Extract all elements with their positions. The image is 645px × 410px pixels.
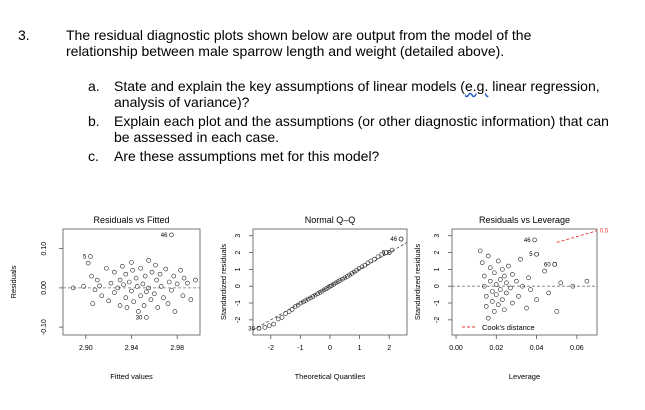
data-point xyxy=(500,267,504,271)
data-point xyxy=(480,261,484,265)
labeled-data-point xyxy=(533,238,537,242)
data-point xyxy=(143,274,147,278)
data-point xyxy=(161,296,165,300)
y-axis-label: Residuals xyxy=(9,265,18,299)
data-point xyxy=(494,283,498,287)
x-tick-label: 1 xyxy=(357,345,362,352)
data-point xyxy=(518,257,522,261)
x-tick-label: 2.98 xyxy=(170,345,184,352)
data-point xyxy=(478,249,482,253)
cooks-distance-contour xyxy=(557,231,597,243)
data-point xyxy=(95,278,99,282)
data-point xyxy=(144,290,148,294)
data-point xyxy=(276,317,280,321)
data-point xyxy=(158,272,162,276)
data-point xyxy=(124,296,128,300)
data-point xyxy=(166,302,170,306)
plot-panel-1 xyxy=(59,229,200,339)
data-point xyxy=(287,309,291,313)
data-point xyxy=(510,272,514,276)
y-tick-label: 2 xyxy=(235,250,242,255)
x-tick-label: 0.02 xyxy=(489,345,504,352)
data-point xyxy=(112,291,116,295)
data-point xyxy=(496,303,500,307)
subquestion-a-eg: e.g. xyxy=(464,78,489,94)
x-tick-label: 2 xyxy=(387,345,392,352)
subquestion-c-text: Are these assumptions met for this model? xyxy=(114,148,380,164)
y-tick-label: -2 xyxy=(434,316,441,323)
x-tick-label: 0.04 xyxy=(529,345,544,352)
subquestion-a-marker: a. xyxy=(88,78,100,94)
data-point xyxy=(152,292,156,296)
data-point xyxy=(98,284,102,288)
x-axis-label: Fitted values xyxy=(110,372,153,381)
y-tick-label: -0.10 xyxy=(41,319,48,336)
point-label: 60 xyxy=(544,262,551,269)
subquestion-a-text-end: linear regression, analysis of variance)? xyxy=(114,78,600,110)
labeled-data-point xyxy=(144,315,148,319)
point-label: 5 xyxy=(529,252,533,259)
plot-title: Residuals vs Fitted xyxy=(93,215,170,225)
data-point xyxy=(555,309,559,313)
data-point xyxy=(107,299,111,303)
data-point xyxy=(125,306,129,310)
data-point xyxy=(155,278,159,282)
x-tick-label: 2.90 xyxy=(79,345,93,352)
labeled-data-point xyxy=(88,254,92,258)
plot-title: Normal Q–Q xyxy=(304,215,356,225)
data-point xyxy=(504,291,508,295)
data-point xyxy=(136,309,140,313)
x-tick-label: 2.94 xyxy=(124,345,139,352)
data-point xyxy=(189,298,193,302)
data-point xyxy=(139,266,143,270)
data-point xyxy=(118,304,122,308)
data-point xyxy=(185,281,189,285)
data-point xyxy=(280,315,284,319)
data-point xyxy=(267,324,271,328)
data-point xyxy=(510,301,514,305)
labeled-data-point xyxy=(535,252,539,256)
data-point xyxy=(132,300,136,304)
y-tick-label: -1 xyxy=(235,299,242,307)
data-point xyxy=(93,288,97,292)
data-point xyxy=(90,274,94,278)
y-tick-label: -1 xyxy=(434,299,441,307)
data-point xyxy=(139,294,143,298)
data-point xyxy=(175,282,179,286)
data-point xyxy=(498,277,502,281)
subquestion-b xyxy=(88,113,618,145)
data-point xyxy=(492,309,496,313)
data-point xyxy=(134,276,138,280)
data-point xyxy=(547,291,551,295)
data-point xyxy=(100,294,104,298)
plot-panel-2 xyxy=(249,229,407,339)
data-point xyxy=(376,255,380,259)
x-axis-label: Theoretical Quantiles xyxy=(294,372,366,381)
data-point xyxy=(498,288,502,292)
cooks-contour-label: 0.5 xyxy=(599,228,609,235)
data-point xyxy=(506,264,510,268)
data-point xyxy=(484,304,488,308)
data-point xyxy=(525,306,529,310)
data-point xyxy=(372,257,376,261)
x-tick-label: -2 xyxy=(267,345,274,352)
question-intro: The residual diagnostic plots shown below are output from the model of the relationship between male sparrow length and weight (detailed above). xyxy=(66,27,532,59)
data-point xyxy=(118,278,122,282)
y-tick-label: 1 xyxy=(434,267,441,272)
data-point xyxy=(112,270,116,274)
data-point xyxy=(488,279,492,283)
data-point xyxy=(179,268,183,272)
data-point xyxy=(156,306,160,310)
data-point xyxy=(86,261,90,265)
y-tick-label: 1 xyxy=(235,267,242,272)
data-point xyxy=(308,296,312,300)
data-point xyxy=(514,279,518,283)
point-label: 5 xyxy=(381,250,386,257)
subquestion-a xyxy=(88,78,618,110)
data-point xyxy=(488,266,492,270)
subquestion-list xyxy=(88,78,618,167)
point-label: 30 xyxy=(135,315,143,322)
data-point xyxy=(193,278,197,282)
point-label: 30 xyxy=(248,326,255,333)
subquestion-c xyxy=(88,148,618,164)
legend-label: Cook's distance xyxy=(482,323,535,332)
data-point xyxy=(502,274,506,278)
data-point xyxy=(486,316,490,320)
data-point xyxy=(124,272,128,276)
question-number: 3. xyxy=(18,27,30,43)
x-tick-label: 0 xyxy=(328,345,332,352)
data-point xyxy=(164,267,168,271)
y-tick-label: 3 xyxy=(235,233,242,238)
data-point xyxy=(120,264,124,268)
data-point xyxy=(127,280,131,284)
data-point xyxy=(535,298,539,302)
data-point xyxy=(585,279,589,283)
y-axis-label: Standardized residuals xyxy=(413,243,422,321)
data-point xyxy=(490,299,494,303)
data-point xyxy=(130,260,134,264)
data-point xyxy=(172,274,176,278)
data-point xyxy=(122,283,126,287)
data-point xyxy=(159,284,163,288)
data-point xyxy=(263,325,267,329)
point-label: 5 xyxy=(83,254,87,261)
x-tick-label: 0.06 xyxy=(570,345,584,352)
y-tick-label: 0.10 xyxy=(41,241,48,256)
subquestion-a-text-start: State and explain the key assumptions of linear models ( xyxy=(114,78,465,94)
data-point xyxy=(543,269,547,273)
data-point xyxy=(131,268,135,272)
data-point xyxy=(272,322,276,326)
data-point xyxy=(142,304,146,308)
y-axis-label: Standardized residuals xyxy=(219,243,228,321)
data-point xyxy=(482,274,486,278)
data-point xyxy=(150,270,154,274)
data-point xyxy=(104,266,108,270)
subquestion-b-text: Explain each plot and the assumptions (or other diagnostic information) that can be assessed in each case. xyxy=(114,113,609,145)
data-point xyxy=(494,293,498,297)
data-point xyxy=(169,288,173,292)
point-label: 46 xyxy=(160,232,168,239)
labeled-data-point xyxy=(169,233,173,237)
data-point xyxy=(559,281,563,285)
data-point xyxy=(149,298,153,302)
diagnostic-plots xyxy=(0,205,645,410)
x-tick-label: -1 xyxy=(297,345,304,352)
data-point xyxy=(135,284,139,288)
data-point xyxy=(502,308,506,312)
data-point xyxy=(484,294,488,298)
x-axis-label: Leverage xyxy=(508,372,541,381)
data-point xyxy=(167,280,171,284)
labeled-data-point xyxy=(553,262,557,266)
data-point xyxy=(109,281,113,285)
data-point xyxy=(182,276,186,280)
y-tick-label: 0.00 xyxy=(41,281,48,295)
data-point xyxy=(508,286,512,290)
data-point xyxy=(486,254,490,258)
subquestion-b-marker: b. xyxy=(88,113,100,129)
plot-title: Residuals vs Leverage xyxy=(478,215,571,225)
data-point xyxy=(490,289,494,293)
data-point xyxy=(496,259,500,263)
data-point xyxy=(147,258,151,262)
labeled-data-point xyxy=(399,237,403,241)
subquestion-c-marker: c. xyxy=(88,148,99,164)
point-label: 46 xyxy=(390,237,398,244)
point-label: 46 xyxy=(523,237,531,244)
data-point xyxy=(529,288,533,292)
plot-frame xyxy=(452,229,597,335)
x-tick-label: 0.00 xyxy=(449,345,463,352)
data-point xyxy=(181,294,185,298)
data-point xyxy=(141,282,145,286)
data-point xyxy=(153,263,157,267)
y-tick-label: 0 xyxy=(235,284,242,289)
data-point xyxy=(492,271,496,275)
data-point xyxy=(516,294,520,298)
data-point xyxy=(504,281,508,285)
data-point xyxy=(304,299,308,303)
data-point xyxy=(173,309,177,313)
y-tick-label: 3 xyxy=(434,233,441,238)
y-tick-label: 2 xyxy=(434,250,441,255)
data-point xyxy=(91,302,95,306)
y-tick-label: -2 xyxy=(235,316,242,323)
data-point xyxy=(130,289,134,293)
y-tick-label: 0 xyxy=(434,284,441,289)
data-point xyxy=(527,276,531,280)
data-point xyxy=(500,298,504,302)
